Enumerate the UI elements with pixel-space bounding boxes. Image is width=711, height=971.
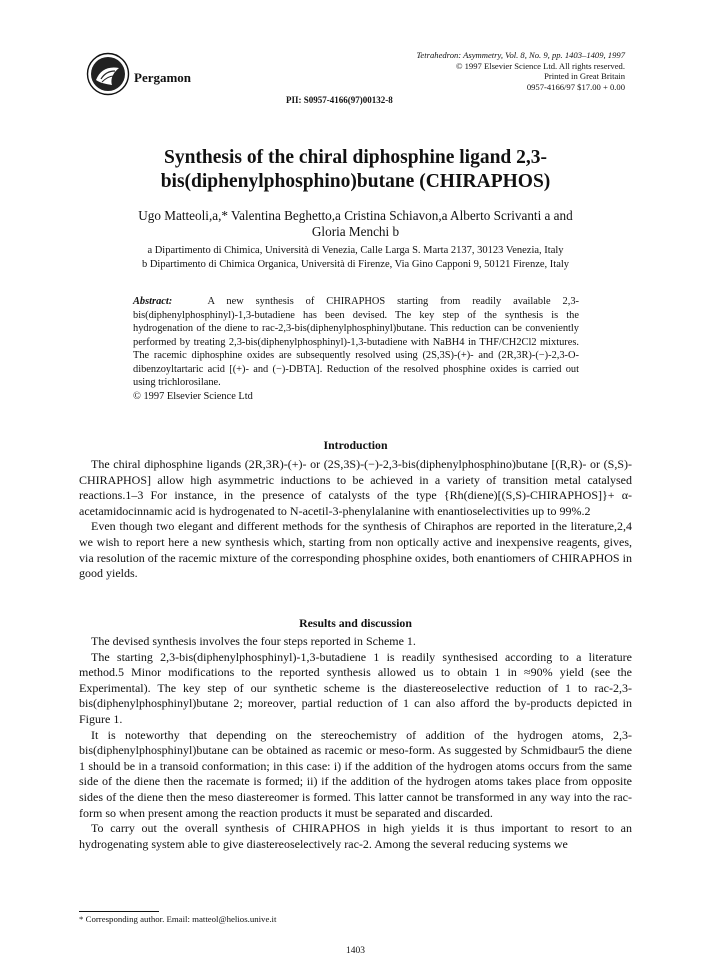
results-heading: Results and discussion bbox=[299, 616, 412, 630]
footnote-rule bbox=[79, 911, 159, 912]
results-paragraph-2: The starting 2,3-bis(diphenylphosphinyl)-1,3-butadiene 1 is readily synthesised according to a literature method.5 Minor modifications to the reported synthesis allowed us to obtain 1 in ≈90% yield (see the Experimental). The key step of our synthetic scheme is the diastereoselective reduction of 1 to rac-2,3-bis(diphenylphosphinyl)butane 2; moreover, partial reduction of 1 can also afford the by-products depicted in Figure 1. bbox=[79, 649, 632, 726]
printed-line: Printed in Great Britain bbox=[544, 71, 625, 81]
publisher-name: Pergamon bbox=[134, 70, 192, 85]
abstract bbox=[133, 295, 579, 403]
introduction-heading: Introduction bbox=[323, 438, 388, 452]
affiliations bbox=[60, 244, 651, 271]
price-line: 0957-4166/97 $17.00 + 0.00 bbox=[526, 81, 625, 92]
title-line-2: bis(diphenylphosphino)butane (CHIRAPHOS) bbox=[160, 171, 551, 192]
paper-title bbox=[90, 146, 621, 194]
affiliation-b: b Dipartimento di Chimica Organica, Università di Firenze, Via Gino Capponi 9, 50121 Firenze, Italy bbox=[141, 258, 570, 270]
results-paragraph-3: It is noteworthy that depending on the stereochemistry of addition of the hydrogen atoms, 2,3-bis(diphenylphosphinyl)butane can be obtained as racemic or meso-form. As suggested by Schmidbaur5 the diene 1 should be in a transoid conformation; in this case: i) if the addition of the hydrogen atoms occurs from the same side of the diene then the racemate is formed; ii) if the addition of the hydrogen atoms takes place from opposite sides of the diene then the meso diastereomer is formed. This latter cannot be transformed in any way into the rac-form so when present among the reaction products it must be separated and discarded. bbox=[79, 727, 632, 820]
pergamon-logo-icon bbox=[86, 52, 130, 96]
pii: PII: S0957-4166(97)00132-8 bbox=[286, 95, 393, 105]
results-body bbox=[79, 634, 632, 852]
abstract-label: Abstract: bbox=[133, 296, 173, 307]
abstract-copyright: © 1997 Elsevier Science Ltd bbox=[133, 390, 253, 402]
copyright-line: © 1997 Elsevier Science Ltd. All rights reserved. bbox=[455, 60, 625, 71]
results-paragraph-1: The devised synthesis involves the four steps reported in Scheme 1. bbox=[91, 634, 416, 648]
affiliation-a: a Dipartimento di Chimica, Università di Venezia, Calle Larga S. Marta 2137, 30123 Venezia, Italy bbox=[147, 245, 564, 256]
journal-line: Tetrahedron: Asymmetry, Vol. 8, No. 9, pp. 1403–1409, 1997 bbox=[416, 50, 625, 60]
journal-info bbox=[416, 50, 625, 92]
authors-line-1: Ugo Matteoli,a,* Valentina Beghetto,a Cristina Schiavon,a Alberto Scrivanti a and bbox=[138, 208, 573, 223]
authors-line-2: Gloria Menchi b bbox=[311, 224, 400, 239]
intro-paragraph-2: Even though two elegant and different methods for the synthesis of Chiraphos are reported in the literature,2,4 we wish to report here a new synthesis which, starting from non optically active and inexpensive reagents, gives, via resolution of the racemic mixture of the corresponding phosphine oxides, both enantiomers of CHIRAPHOS in good yields. bbox=[79, 519, 632, 581]
intro-paragraph-1: The chiral diphosphine ligands (2R,3R)-(+)- or (2S,3S)-(−)-2,3-bis(diphenylphosphino)butane [(R,R)- or (S,S)-CHIRAPHOS] allow high asymmetric inductions to be achieved in a variety of transition metal catalysed reactions.1–3 For instance, in the presence of catalysts of the type {Rh(diene)[(S,S)-CHIRAPHOS]}+ α-acetamidocinnamic acid is hydrogenated to N-acetil-3-phenylalanine with enantioselectivities up to 99%.2 bbox=[79, 457, 632, 518]
abstract-text: A new synthesis of CHIRAPHOS starting from readily available 2,3-bis(diphenylphosphinyl)-1,3-butadiene has been devised. The key step of the synthesis is the hydrogenation of the diene to rac-2,3-bis(diphenylphosphinyl)butane. This reduction can be conveniently performed by treating 2,3-bis(diphenylphosphinyl)-1,3-butadiene with NaBH4 in THF/CH2Cl2 mixtures. The racemic diphosphine oxides are subsequently resolved using (2S,3S)-(+)- and (2R,3R)-(−)-2,3-O-dibenzoyltartaric acid [(+)- and (−)-DBTA]. Reduction of the resolved phosphine oxides is carried out using trichlorosilane. bbox=[133, 296, 579, 388]
footnote: * Corresponding author. Email: matteol@helios.unive.it bbox=[79, 914, 277, 924]
introduction-body bbox=[79, 457, 632, 582]
title-line-1: Synthesis of the chiral diphosphine ligand 2,3- bbox=[163, 147, 548, 168]
results-paragraph-4: To carry out the overall synthesis of CHIRAPHOS in high yields it is thus important to resort to an hydrogenating system able to give diastereoselectively rac-2. Among the several reducing systems we bbox=[79, 821, 632, 851]
author-list bbox=[96, 208, 615, 240]
page-number: 1403 bbox=[346, 946, 365, 956]
